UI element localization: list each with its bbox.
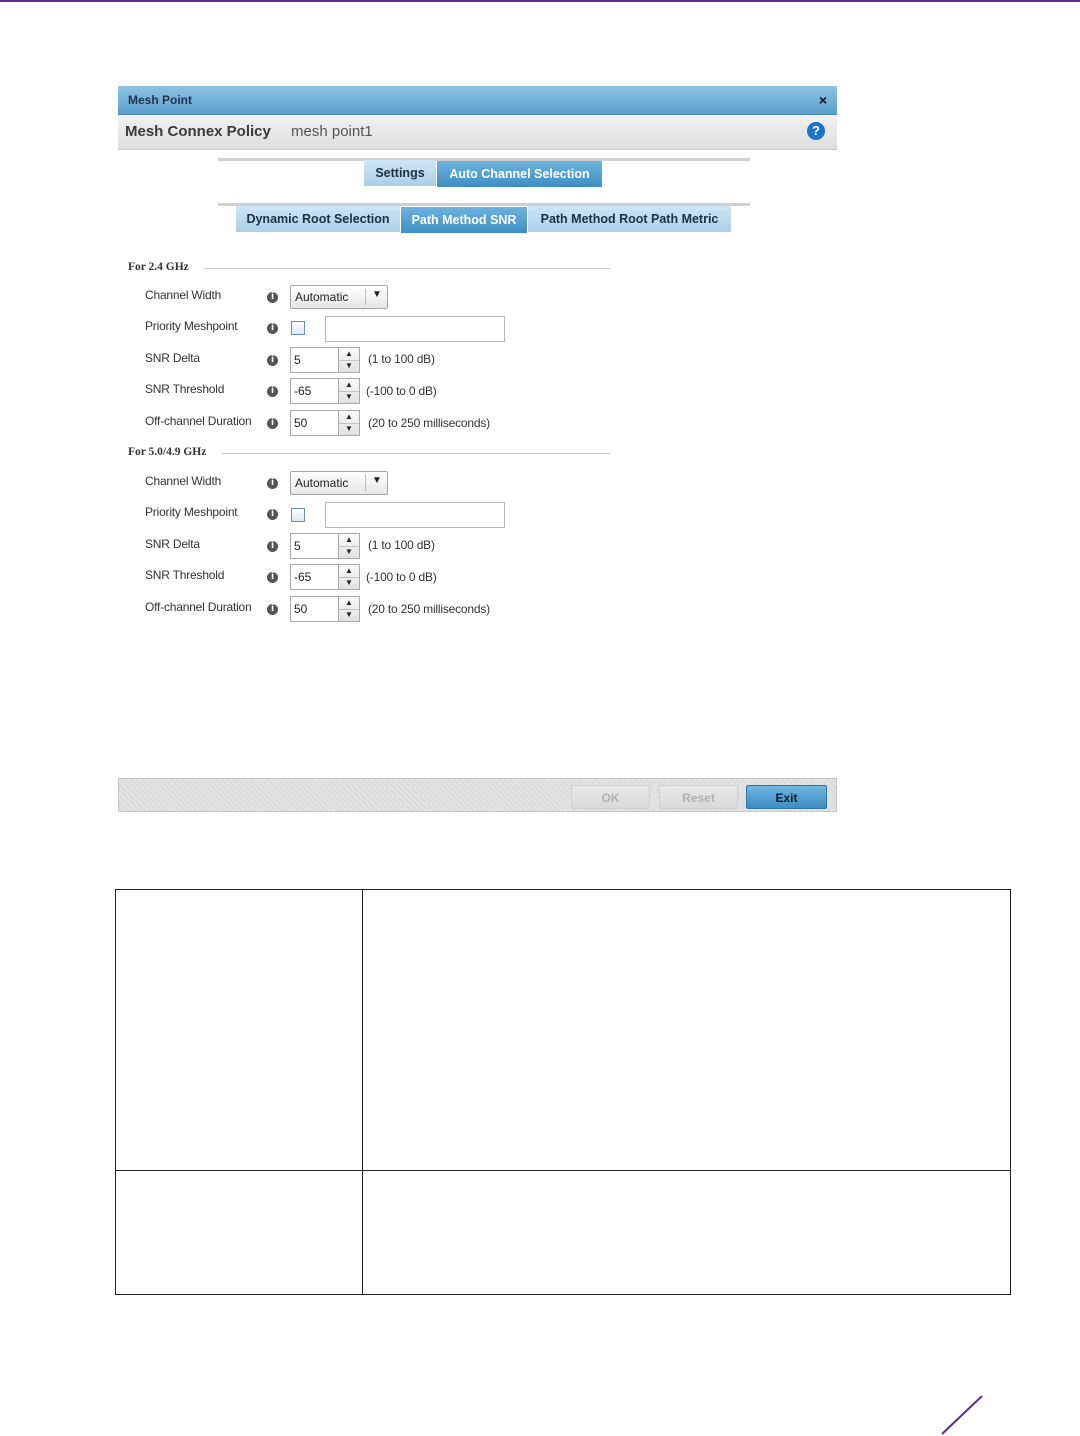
info-icon[interactable]: i xyxy=(267,478,278,489)
info-icon[interactable]: i xyxy=(267,386,278,397)
snr-delta-value: 5 xyxy=(294,539,301,553)
off-channel-duration-value: 50 xyxy=(294,602,308,616)
mesh-point-dialog xyxy=(118,86,837,812)
channel-width-select[interactable] xyxy=(290,285,388,309)
off-channel-duration-range: (20 to 250 milliseconds) xyxy=(368,602,490,616)
snr-delta-range: (1 to 100 dB) xyxy=(368,538,435,552)
info-icon[interactable]: i xyxy=(267,355,278,366)
off-channel-duration-label: Off-channel Duration xyxy=(145,600,252,614)
priority-meshpoint-input[interactable] xyxy=(325,502,505,528)
snr-delta-spinner[interactable] xyxy=(290,533,360,559)
off-channel-duration-value: 50 xyxy=(294,416,308,430)
tab-dynamic-root-selection[interactable]: Dynamic Root Selection xyxy=(236,206,400,232)
spin-up-icon[interactable]: ▲ xyxy=(339,348,359,361)
info-icon[interactable]: i xyxy=(267,509,278,520)
reset-button[interactable]: Reset xyxy=(659,785,738,809)
tab-path-method-snr[interactable]: Path Method SNR xyxy=(401,207,527,233)
section-heading-2-4ghz: For 2.4 GHz xyxy=(128,261,189,273)
off-channel-duration-range: (20 to 250 milliseconds) xyxy=(368,416,490,430)
channel-width-select[interactable] xyxy=(290,471,388,495)
spinner-buttons xyxy=(338,597,359,621)
snr-threshold-label: SNR Threshold xyxy=(145,568,225,582)
channel-width-label: Channel Width xyxy=(145,288,222,302)
dialog-title: Mesh Point xyxy=(128,93,193,107)
priority-meshpoint-input[interactable] xyxy=(325,316,505,342)
off-channel-duration-spinner[interactable] xyxy=(290,596,360,622)
tab-path-method-root-path-metric[interactable]: Path Method Root Path Metric xyxy=(528,206,731,232)
channel-width-value: Automatic xyxy=(295,290,349,304)
priority-meshpoint-label: Priority Meshpoint xyxy=(145,505,238,519)
chevron-down-icon: ▼ xyxy=(372,289,382,300)
snr-threshold-label: SNR Threshold xyxy=(145,382,225,396)
info-icon[interactable]: i xyxy=(267,418,278,429)
snr-delta-range: (1 to 100 dB) xyxy=(368,352,435,366)
info-icon[interactable]: i xyxy=(267,541,278,552)
spin-up-icon[interactable]: ▲ xyxy=(339,534,359,547)
policy-header xyxy=(118,115,837,150)
policy-label: Mesh Connex Policy xyxy=(125,123,271,140)
spin-up-icon[interactable]: ▲ xyxy=(339,411,359,424)
channel-width-label: Channel Width xyxy=(145,474,222,488)
tab-auto-channel-selection[interactable]: Auto Channel Selection xyxy=(437,161,602,187)
spinner-buttons xyxy=(338,348,359,372)
spinner-buttons xyxy=(338,534,359,558)
dialog-titlebar xyxy=(118,86,837,115)
help-icon[interactable]: ? xyxy=(807,122,825,140)
info-icon[interactable]: i xyxy=(267,292,278,303)
info-icon[interactable]: i xyxy=(267,604,278,615)
snr-threshold-value: -65 xyxy=(294,384,312,398)
table-row-divider xyxy=(116,1170,1010,1171)
snr-threshold-spinner[interactable] xyxy=(290,564,360,590)
reference-table xyxy=(115,889,1011,1295)
spin-down-icon[interactable]: ▼ xyxy=(345,547,353,556)
spin-down-icon[interactable]: ▼ xyxy=(345,610,353,619)
snr-delta-label: SNR Delta xyxy=(145,537,200,551)
info-icon[interactable]: i xyxy=(267,323,278,334)
priority-meshpoint-checkbox[interactable] xyxy=(291,508,305,522)
section-rule xyxy=(204,268,610,269)
policy-name: mesh point1 xyxy=(291,123,373,140)
table-column-divider xyxy=(362,890,363,1294)
priority-meshpoint-label: Priority Meshpoint xyxy=(145,319,238,333)
snr-threshold-spinner[interactable] xyxy=(290,378,360,404)
priority-meshpoint-checkbox[interactable] xyxy=(291,321,305,335)
spin-up-icon[interactable]: ▲ xyxy=(339,565,359,578)
chevron-down-icon: ▼ xyxy=(372,475,382,486)
snr-delta-label: SNR Delta xyxy=(145,351,200,365)
off-channel-duration-spinner[interactable] xyxy=(290,410,360,436)
snr-delta-spinner[interactable] xyxy=(290,347,360,373)
exit-button[interactable]: Exit xyxy=(746,785,827,809)
spinner-buttons xyxy=(338,565,359,589)
snr-threshold-range: (-100 to 0 dB) xyxy=(366,570,437,584)
spin-up-icon[interactable]: ▲ xyxy=(339,379,359,392)
spinner-buttons xyxy=(338,411,359,435)
spin-up-icon[interactable]: ▲ xyxy=(339,597,359,610)
select-separator xyxy=(365,475,366,491)
spinner-buttons xyxy=(338,379,359,403)
spin-down-icon[interactable]: ▼ xyxy=(345,392,353,401)
section-heading-5ghz: For 5.0/4.9 GHz xyxy=(128,446,207,458)
spin-down-icon[interactable]: ▼ xyxy=(345,361,353,370)
close-icon[interactable]: × xyxy=(818,92,827,108)
spin-down-icon[interactable]: ▼ xyxy=(345,424,353,433)
page-corner-slash-mark xyxy=(936,1394,986,1436)
page-top-rule xyxy=(0,0,1080,2)
select-separator xyxy=(365,289,366,305)
off-channel-duration-label: Off-channel Duration xyxy=(145,414,252,428)
snr-threshold-value: -65 xyxy=(294,570,312,584)
dialog-footer xyxy=(118,778,837,812)
tab-settings[interactable]: Settings xyxy=(364,160,436,186)
snr-threshold-range: (-100 to 0 dB) xyxy=(366,384,437,398)
snr-delta-value: 5 xyxy=(294,353,301,367)
spin-down-icon[interactable]: ▼ xyxy=(345,578,353,587)
section-rule xyxy=(222,453,610,454)
channel-width-value: Automatic xyxy=(295,476,349,490)
ok-button[interactable]: OK xyxy=(571,785,650,809)
info-icon[interactable]: i xyxy=(267,572,278,583)
